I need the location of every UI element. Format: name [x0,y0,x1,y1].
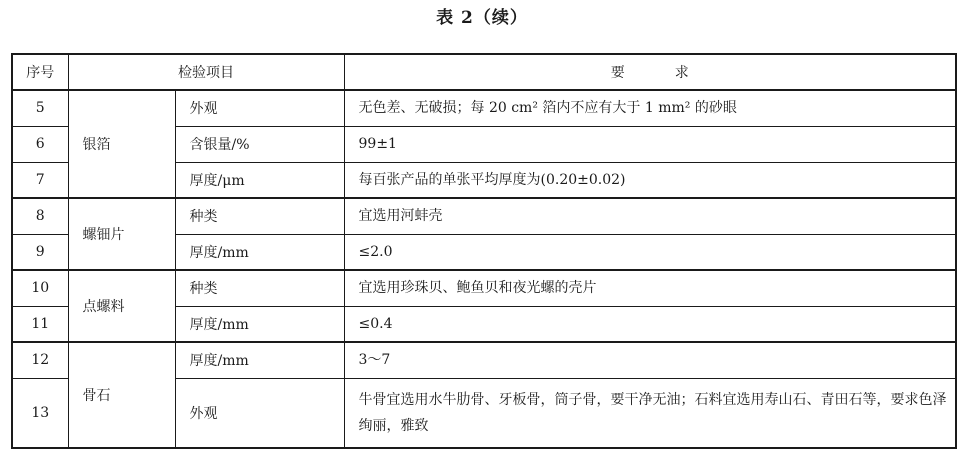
row-number: 5 [12,90,68,126]
row-number: 7 [12,162,68,198]
row-number: 9 [12,234,68,270]
header-req-char-1: 要 [610,65,625,81]
requirement-text: 牛骨宜选用水牛肋骨、牙板骨，筒子骨，要干净无油；石料宜选用寿山石、青田石等，要求色泽绚丽，雅致 [344,378,956,448]
header-row [12,54,956,90]
row-number: 6 [12,126,68,162]
item-label: 外观 [175,378,344,448]
requirement-text: 99±1 [344,126,956,162]
item-label: 厚度/mm [175,306,344,342]
item-label: 种类 [175,270,344,306]
item-label: 厚度/mm [175,234,344,270]
item-label: 外观 [175,90,344,126]
requirement-text: 3～7 [344,342,956,378]
group-label: 银箔 [68,90,175,198]
row-number: 10 [12,270,68,306]
item-label: 厚度/μm [175,162,344,198]
table-row [12,342,956,378]
header-item: 检验项目 [68,54,344,90]
table-title: 表 2（续） [436,8,528,28]
requirement-text: ≤2.0 [344,234,956,270]
table-row [12,90,956,126]
item-label: 厚度/mm [175,342,344,378]
table-row [12,198,956,234]
group-label: 螺钿片 [68,198,175,270]
spec-table [11,53,957,449]
row-number: 12 [12,342,68,378]
header-requirement [344,54,956,90]
row-number: 8 [12,198,68,234]
requirement-text: 无色差、无破损；每 20 cm² 箔内不应有大于 1 mm² 的砂眼 [344,90,956,126]
requirement-text: 宜选用河蚌壳 [344,198,956,234]
requirement-text: 宜选用珍珠贝、鲍鱼贝和夜光螺的壳片 [344,270,956,306]
table-row [12,270,956,306]
header-req-char-2: 求 [674,65,689,81]
group-label: 点螺料 [68,270,175,342]
group-label: 骨石 [68,342,175,448]
row-number: 11 [12,306,68,342]
item-label: 种类 [175,198,344,234]
item-label: 含银量/% [175,126,344,162]
row-number: 13 [12,378,68,448]
requirement-text: 每百张产品的单张平均厚度为(0.20±0.02) [344,162,956,198]
requirement-text: ≤0.4 [344,306,956,342]
header-no: 序号 [12,54,68,90]
